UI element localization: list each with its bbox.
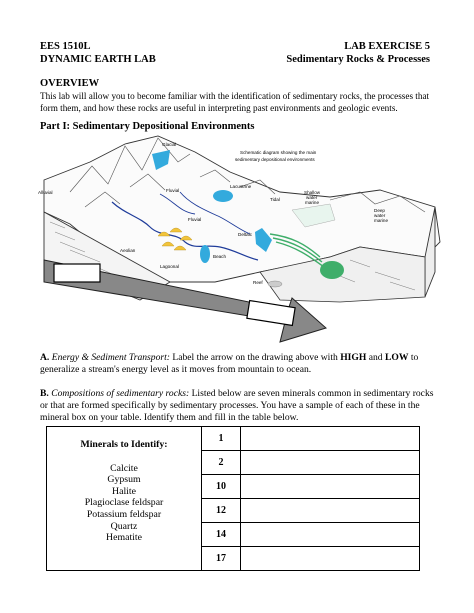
lacustrine-lake — [213, 190, 233, 202]
beach-pond — [200, 245, 210, 263]
label-deep-3: marine — [374, 218, 389, 223]
depositional-environments-diagram — [30, 132, 448, 347]
label-fluvial: Fluvial — [188, 217, 202, 222]
header-left — [40, 40, 156, 66]
label-shallow-3: marine — [305, 200, 320, 205]
mineral-item: Halite — [112, 485, 136, 497]
label-shallow-2: water — [306, 195, 318, 200]
overview-title: OVERVIEW — [40, 78, 100, 89]
question-a-text1: Label the arrow on the drawing above with — [169, 352, 341, 363]
sample-number: 12 — [202, 499, 241, 523]
question-b-text: Listed below are seven minerals common in sedimentary rocks or that are formed specifically by sedimentary processes. You have a sample of each of these in the mineral box on your table. Identify them and fill in the table below. — [40, 388, 434, 423]
sample-number: 17 — [202, 547, 241, 571]
answer-cell[interactable] — [241, 523, 420, 547]
label-fluvial-upper: Fluvial — [166, 188, 180, 193]
question-a-title: Energy & Sediment Transport: — [51, 352, 170, 363]
label-glacial: Glacial — [162, 142, 177, 147]
minerals-list-cell — [47, 427, 202, 571]
label-reef: Reef — [253, 280, 263, 285]
sample-number: 2 — [202, 451, 241, 475]
mineral-item: Calcite — [110, 462, 138, 474]
sample-number: 1 — [202, 427, 241, 451]
answer-cell[interactable] — [241, 475, 420, 499]
mineral-item: Plagioclase feldspar — [84, 497, 164, 509]
header-right — [286, 40, 430, 66]
label-shallow-1: Shallow — [304, 190, 321, 195]
arrow-label-box-right — [247, 301, 295, 326]
answer-cell[interactable] — [241, 427, 420, 451]
label-deltaic: Deltaic — [238, 232, 253, 237]
label-deep-1: Deep — [374, 208, 385, 213]
course-code: EES 1510L — [40, 41, 91, 52]
answer-cell[interactable] — [241, 499, 420, 523]
question-b-title: Compositions of sedimentary rocks: — [51, 388, 190, 399]
label-lagoonal: Lagoonal — [160, 264, 179, 269]
lab-name: DYNAMIC EARTH LAB — [40, 54, 156, 65]
overview-text: This lab will allow you to become familiar with the identification of sedimentary rocks, the processes that form them, and how these rocks are useful in interpreting past environments and geologic events. — [40, 91, 430, 113]
label-lacustrine: Lacustrine — [230, 184, 252, 189]
label-alluvial: Alluvial — [38, 190, 53, 195]
label-deep-2: water — [374, 213, 386, 218]
minerals-table — [46, 426, 420, 571]
label-beach: Beach — [213, 254, 227, 259]
reef — [268, 281, 282, 287]
question-b-letter: B. — [40, 388, 49, 399]
part1-title: Part I: Sedimentary Depositional Environments — [40, 121, 255, 132]
answer-cell[interactable] — [241, 451, 420, 475]
deep-fan — [320, 261, 344, 279]
question-a-low: LOW — [384, 352, 409, 363]
table-row — [47, 427, 420, 451]
answer-cell[interactable] — [241, 547, 420, 571]
exercise-topic: Sedimentary Rocks & Processes — [286, 54, 430, 65]
question-a-letter: A. — [40, 352, 50, 363]
question-a-text2: to generalize a stream's energy level as it moves from mountain to ocean. — [40, 352, 419, 375]
sample-number: 10 — [202, 475, 241, 499]
mineral-item: Potassium feldspar — [86, 508, 162, 520]
question-a-and: and — [366, 352, 385, 363]
label-aeolian: Aeolian — [120, 248, 136, 253]
question-b — [40, 388, 440, 424]
mineral-item: Quartz — [110, 520, 138, 532]
diagram-caption-line2: sedimentary depositional environments — [235, 157, 315, 162]
mineral-item: Gypsum — [107, 474, 141, 486]
sample-number: 14 — [202, 523, 241, 547]
exercise-number: LAB EXERCISE 5 — [344, 41, 430, 52]
mineral-item: Hematite — [106, 532, 142, 544]
label-tidal: Tidal — [270, 197, 280, 202]
minerals-table-title: Minerals to Identify: — [80, 439, 168, 450]
diagram-caption-line1: Schematic diagram showing the main — [240, 150, 317, 155]
arrow-label-box-left — [54, 264, 100, 282]
question-a — [40, 352, 438, 376]
question-a-high: HIGH — [340, 352, 367, 363]
